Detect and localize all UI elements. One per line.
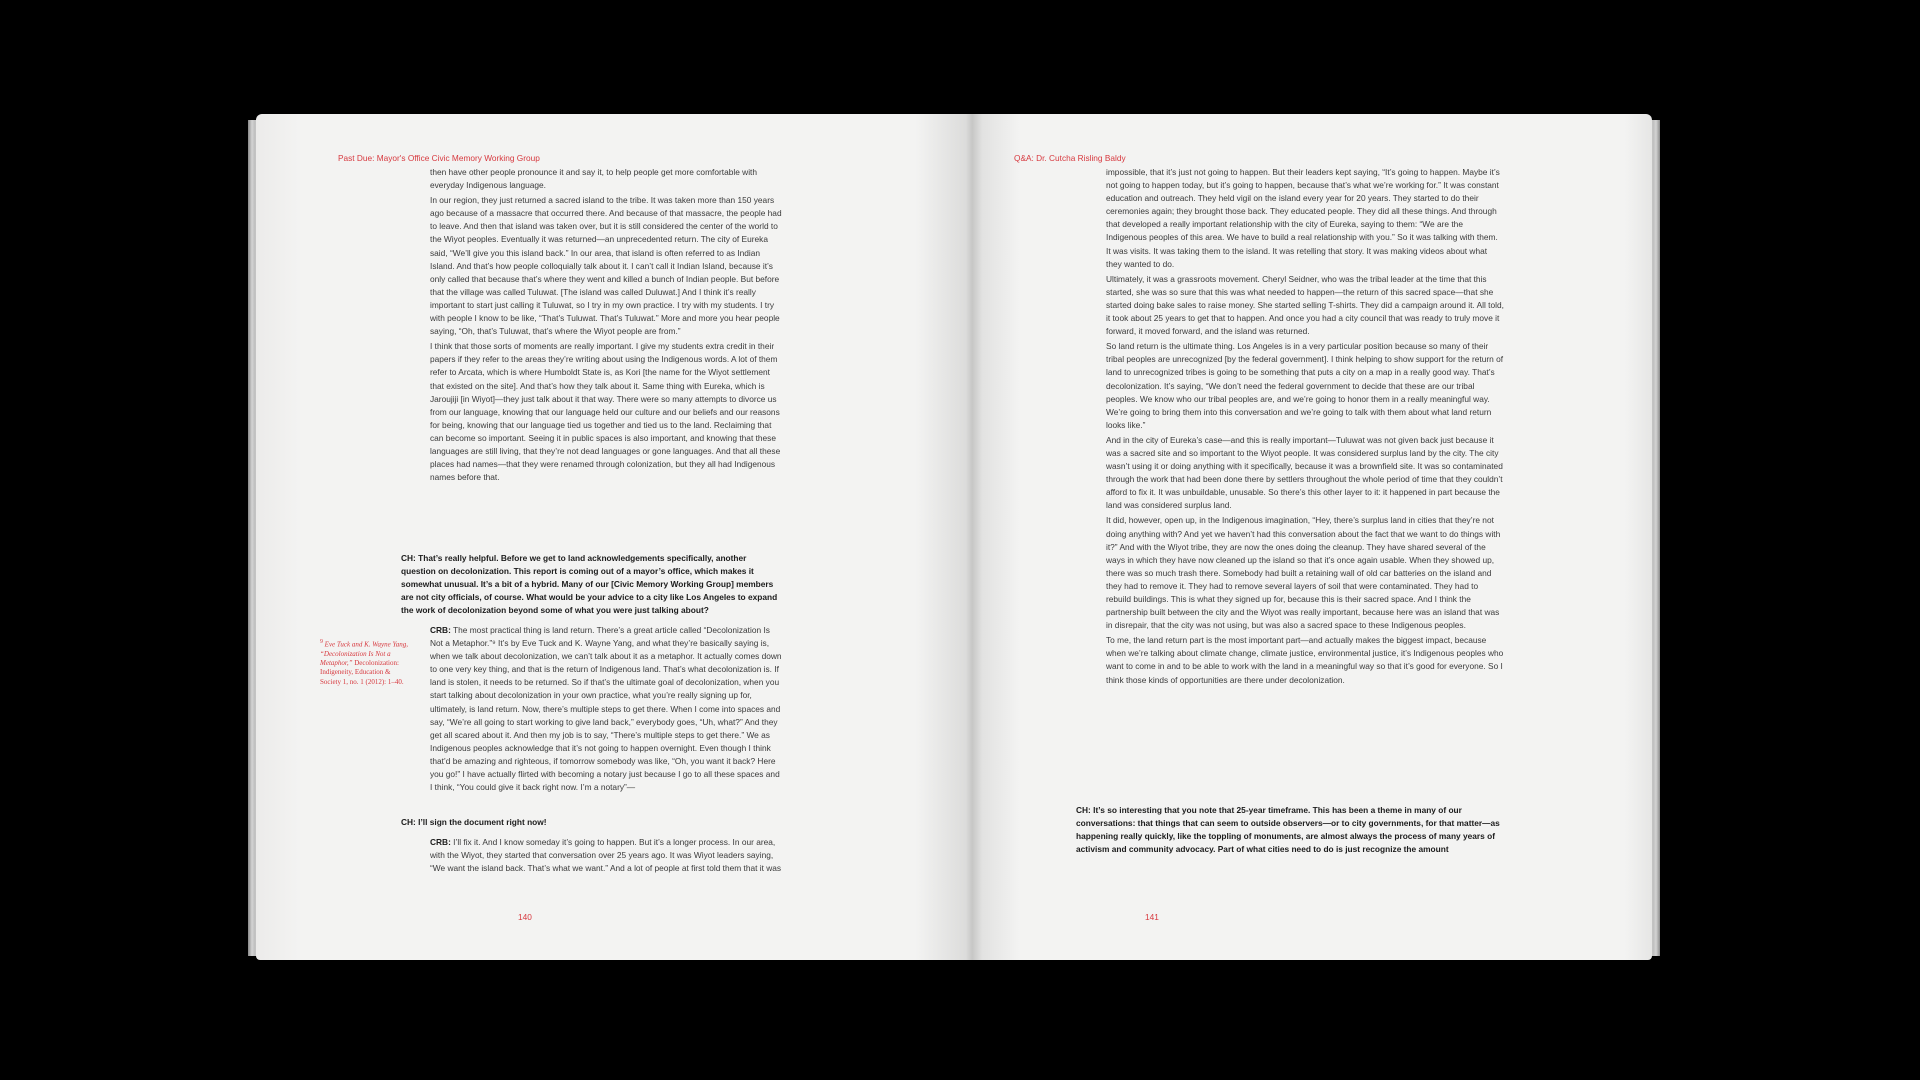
paragraph: then have other people pronounce it and say it, to help people get more comfortable with everyday Indigenous language. — [430, 167, 758, 191]
paragraph: impossible, that it’s just not going to happen. But their leaders kept saying, “It’s going to happen. Maybe it’s not going to happen today, but it’s going to happen, because that’s what we’re working for.” It was constant education and outreach. They held vigil on the island every year for 20 years. They started to do their ceremonies again; they brought those back. They educated people. They did all these things. And through that developed a really important relationship with the city of Eureka, saying to them: “We are the Indigenous peoples of this area. We have to build a real relationship with you.” So it was talking with them. It was visits. It was taking them to the island. It was retelling that story. It was making videos about what they wanted to do. — [1106, 167, 1500, 269]
right-page — [972, 114, 1652, 960]
body-text-left-top — [430, 166, 782, 486]
footnote-9 — [320, 638, 412, 687]
running-head-left: Past Due: Mayor's Office Civic Memory Working Group — [338, 153, 540, 163]
page-number-right: 141 — [1145, 912, 1159, 922]
question-ch-3: CH: It’s so interesting that you note that 25-year timeframe. This has been a theme in many of our conversations: that things that can seem to outside observers—or to city governments, for that matter—as happening really quickly, like the toppling of monuments, are almost always the process of many years of activism and community advocacy. Part of what cities need to do is just recognize the amount — [1076, 805, 1500, 855]
paragraph: It did, however, open up, in the Indigenous imagination, “Hey, there’s surplus land in cities that they’re not doing anything with? And yet we haven’t had this conversation about the fact that we want to do things with it?” And with the Wiyot tribe, they are now the ones doing the cleanup. They have shared several of the ways in which they have now cleaned up the island so that it’s once again usable. When they showed up, there was so much trash there. Somebody had built a retaining wall of old car batteries on the island and they had to remove it. They had to remove several layers of soil that were contaminated. They had to rebuild buildings. This is what they signed up for, because this is their sacred space. And I think the partnership built between the city and the Wiyot was really important, because here was an island that was in disrepair, that the city was not using, but was also a sacred space to these Indigenous peoples. — [1106, 515, 1501, 631]
answer-crb-2 — [430, 836, 782, 875]
question-ch-2: CH: I’ll sign the document right now! — [401, 817, 547, 827]
speaker-label: CRB: — [430, 625, 451, 635]
paragraph: To me, the land return part is the most important part—and actually makes the biggest impact, because when we’re talking about climate change, climate justice, environmental justice, it’s Indigenous peoples who want to come in and to be able to work with the land in a meaningful way so that it’s good for everyone. So I think those kinds of opportunities are there under decolonization. — [1106, 635, 1504, 685]
paragraph: So land return is the ultimate thing. Los Angeles is in a very particular position because so many of their tribal peoples are unrecognized [by the federal government]. I think helping to show support for the return of land to unrecognized tribes is going to be something that puts a city on a map in a really good way. That’s decolonization. It’s saying, “We don’t need the federal government to decide that these are our tribal peoples. We know who our tribal peoples are, and we’re going to honor them in a really meaningful way. We’re going to bring them into this conversation and we’re going to talk with them about what land return looks like.” — [1106, 341, 1504, 430]
speaker-label: CRB: — [430, 837, 451, 847]
answer-crb-1 — [430, 624, 782, 794]
paragraph: Ultimately, it was a grassroots movement. Cheryl Seidner, who was the tribal leader at the time that this started, she was so sure that this was what needed to happen—the return of this sacred space—that she started doing bake sales to raise money. She started selling T-shirts. They did a campaign around it. All told, it took about 25 years to get that to happen. And once you had a city council that was ready to truly move it forward, it moved forward, and the island was returned. — [1106, 273, 1504, 337]
running-head-right: Q&A: Dr. Cutcha Risling Baldy — [1014, 153, 1126, 163]
page-number-left: 140 — [518, 912, 532, 922]
left-page — [256, 114, 973, 960]
question-ch-1: CH: That’s really helpful. Before we get to land acknowledgements specifically, another question on decolonization. This report is coming out of a mayor’s office, which makes it somewhat unusual. It’s a bit of a hybrid. Many of our [Civic Memory Working Group] members are not city officials, of course. What would be your advice to a city like Los Angeles to expand the work of decolonization beyond some of what you were just talking about? — [401, 553, 778, 616]
footnote-number: 9 — [320, 639, 323, 645]
body-text-right — [1106, 166, 1504, 689]
open-book — [248, 114, 1660, 960]
answer-text: The most practical thing is land return. There’s a great article called “Decolonization Is Not a Metaphor.”⁹ It’s by Eve Tuck and K. Wayne Yang, and what they’re basically saying is, when we talk about decolonization, we can’t talk about it as a metaphor. It actually comes down to one very key thing, and that is the return of Indigenous land. That’s what decolonization is. If land is stolen, it needs to be returned. So if that’s the ultimate goal of decolonization, when you start talking about decolonization in your own practice, what you’re really signing up for, ultimately, is land return. Now, there’s multiple steps to get there. When I come into spaces and say, “We’re all going to start working to give land back,” everybody goes, “Uh, what?” And they get all scared about it. And then my job is to say, “There’s multiple steps to get there.” We as Indigenous peoples acknowledge that it’s not going to happen overnight. Even though I think that’d be amazing and righteous, if tomorrow somebody was like, “Oh, you want it back? Here you go!” I have actually flirted with becoming a notary just because I go to all these spaces and I think, “You could give it back right now. I’m a notary”— — [430, 625, 782, 793]
footnote-title: Eve Tuck and K. Wayne Yang, “Decolonization Is Not a Metaphor,” — [320, 640, 408, 667]
paragraph: I think that those sorts of moments are really important. I give my students extra credit in their papers if they refer to the areas they’re writing about using the Indigenous words. A lot of them refer to Arcata, which is where Humboldt State is, as Kori [the name for the Wiyot settlement that existed on the site]. And that’s how they talk about it. Same thing with Eureka, which is Jaroujiji [in Wiyot]—they just talk about it that way. There were so many attempts to divorce us from our language, knowing that our language held our culture and our beliefs and our reasons for being, knowing that our language tied us together and tied us to the land. Reclaiming that can become so important. Seeing it in public spaces is also important, and knowing that these languages are still living, that they’re not dead languages or gone languages. And that all these places had names—that they were renamed through colonization, but they all had Indigenous names before that. — [430, 341, 781, 483]
paragraph: In our region, they just returned a sacred island to the tribe. It was taken more than 150 years ago because of a massacre that occurred there. And because of that massacre, the people had to leave. And then that island was taken over, but it is still considered the center of the world to the Wiyot peoples. Eventually it was returned—an unprecedented return. The city of Eureka said, “We’ll give you this island back.” In our area, that island is often referred to as Indian Island. And that’s how people colloquially talk about it. I can’t call it Indian Island, because it’s only called that because that’s where they went and killed a bunch of Indian people. But before that the village was called Tuluwat. [The island was called Duluwat.] And I think it’s really important to start just calling it Tuluwat, so I try in my own practice. I try with my students. I try with people I know to be like, “That’s Tuluwat. That’s Tuluwat.” More and more you hear people saying, “Oh, that’s Tuluwat, that’s where the Wiyot people are from.” — [430, 195, 782, 337]
answer-text: I’ll fix it. And I know someday it’s going to happen. But it’s a longer process. In our area, with the Wiyot, they started that conversation over 25 years ago. It was Wiyot leaders saying, “We want the island back. That’s what we want.” And a lot of people at first told them that it was — [430, 837, 782, 874]
footnote-citation: Decolonization: Indigeneity, Education & Society 1, no. 1 (2012): 1–40. — [320, 658, 404, 686]
paragraph: And in the city of Eureka’s case—and this is really important—Tuluwat was not given back just because it was a sacred site and so important to the Wiyot people. It was considered surplus land by the city. The city wasn’t using it or doing anything with it specifically, because it was a brownfield site. It was so contaminated through the work that had been done there by settlers throughout the whole period of time that they couldn’t afford to fix it. It was unbuildable, unusable. So there’s this other layer to it: it happened in part because the land was considered surplus land. — [1106, 434, 1503, 511]
